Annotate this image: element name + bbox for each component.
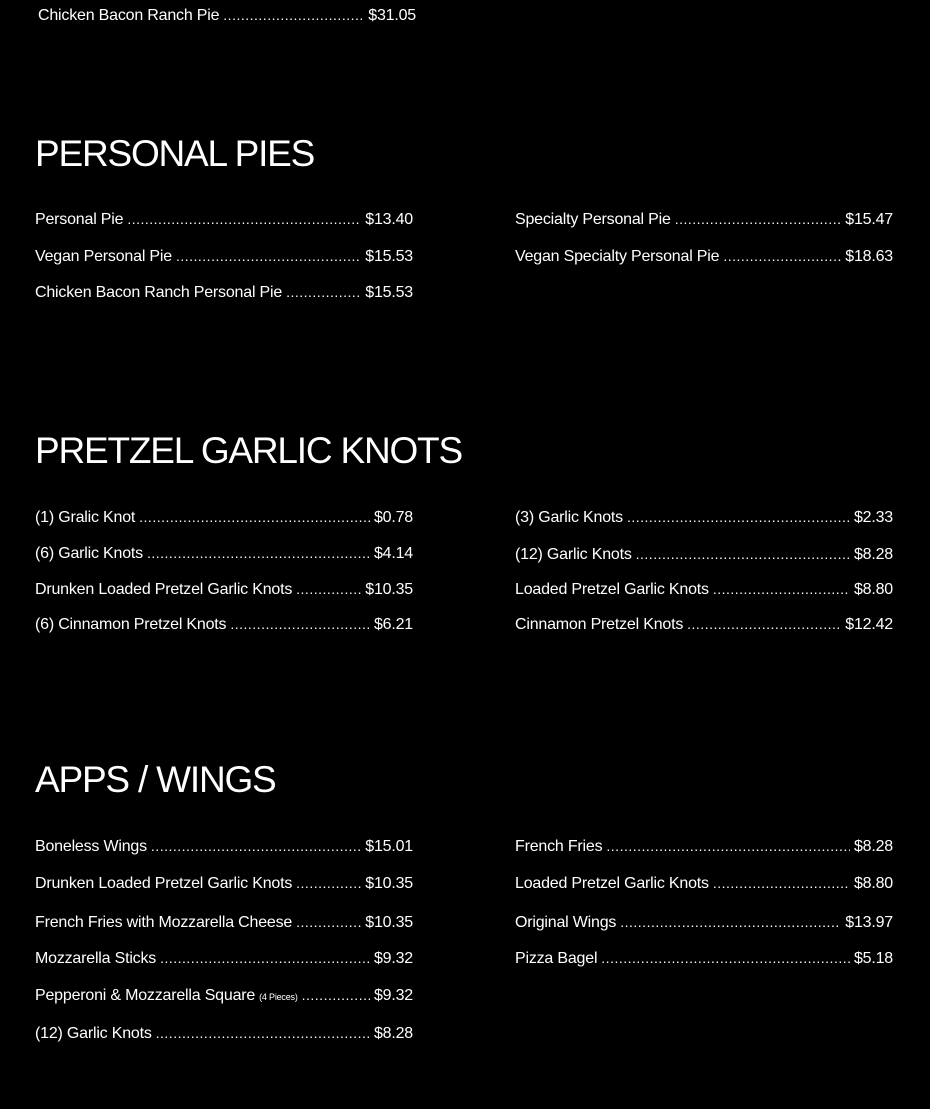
- menu-item: [35, 284, 413, 306]
- menu-item: [515, 248, 893, 270]
- item-price: $10.35: [365, 875, 413, 892]
- item-name: (12) Garlic Knots: [515, 546, 632, 563]
- item-name: Original Wings: [515, 914, 617, 931]
- item-price: $12.42: [845, 616, 893, 633]
- item-price: $2.33: [853, 509, 893, 526]
- menu-item: [515, 581, 893, 603]
- dot-leader: [636, 546, 850, 562]
- item-price: $13.40: [365, 211, 413, 228]
- menu-item-top: [38, 7, 416, 29]
- menu-item: [35, 914, 413, 936]
- menu-item: [35, 875, 413, 897]
- menu-item: [35, 545, 413, 567]
- item-note: (4 Pieces): [259, 992, 298, 1002]
- item-name: Cinnamon Pretzel Knots: [515, 616, 684, 633]
- section-title-pretzel-garlic-knots: PRETZEL GARLIC KNOTS: [35, 430, 462, 471]
- item-name: Personal Pie: [35, 211, 124, 228]
- item-name: (12) Garlic Knots: [35, 1025, 152, 1042]
- dot-leader: [296, 914, 361, 930]
- item-name: Pepperoni & Mozzarella Square: [35, 987, 256, 1004]
- menu-item: [35, 581, 413, 603]
- menu-item: [515, 211, 893, 233]
- item-price: $10.35: [365, 581, 413, 598]
- item-name: (3) Garlic Knots: [515, 509, 623, 526]
- item-name: Boneless Wings: [35, 838, 147, 855]
- dot-leader: [606, 838, 850, 854]
- menu-item: [515, 616, 893, 638]
- item-price: $15.53: [365, 284, 413, 301]
- item-name: Vegan Personal Pie: [35, 248, 172, 265]
- item-name: Loaded Pretzel Garlic Knots: [515, 581, 709, 598]
- dot-leader: [723, 248, 841, 264]
- menu-item: [515, 875, 893, 897]
- dot-leader: [127, 211, 361, 227]
- item-price: $8.28: [853, 838, 893, 855]
- item-name: Loaded Pretzel Garlic Knots: [515, 875, 709, 892]
- item-name: (6) Cinnamon Pretzel Knots: [35, 616, 227, 633]
- dot-leader: [223, 7, 364, 23]
- menu-item: [35, 248, 413, 270]
- item-price: $18.63: [845, 248, 893, 265]
- dot-leader: [139, 509, 370, 525]
- item-name: Specialty Personal Pie: [515, 211, 671, 228]
- dot-leader: [176, 248, 361, 264]
- item-name: (1) Gralic Knot: [35, 509, 136, 526]
- menu-item: [515, 509, 893, 531]
- menu-item: [35, 616, 413, 638]
- menu-item: [515, 838, 893, 860]
- dot-leader: [713, 581, 850, 597]
- item-price: $0.78: [373, 509, 413, 526]
- item-price: $15.01: [365, 838, 413, 855]
- item-name: French Fries: [515, 838, 603, 855]
- dot-leader: [286, 284, 361, 300]
- item-name: Drunken Loaded Pretzel Garlic Knots: [35, 875, 293, 892]
- item-price: $9.32: [373, 987, 413, 1004]
- item-price: $8.28: [373, 1025, 413, 1042]
- item-price: $5.18: [853, 950, 893, 967]
- dot-leader: [687, 616, 841, 632]
- item-price: $8.28: [853, 546, 893, 563]
- dot-leader: [230, 616, 370, 632]
- item-price: $8.80: [853, 875, 893, 892]
- item-name: Mozzarella Sticks: [35, 950, 157, 967]
- menu-item: [515, 950, 893, 972]
- item-name: Chicken Bacon Ranch Personal Pie: [35, 284, 283, 301]
- item-price: $6.21: [373, 616, 413, 633]
- section-title-personal-pies: PERSONAL PIES: [35, 133, 315, 174]
- dot-leader: [147, 545, 370, 561]
- dot-leader: [160, 950, 370, 966]
- item-name: Vegan Specialty Personal Pie: [515, 248, 720, 265]
- item-price: $9.32: [373, 950, 413, 967]
- menu-item: [35, 509, 413, 531]
- item-price: $4.14: [373, 545, 413, 562]
- dot-leader: [601, 950, 850, 966]
- menu-item: [35, 950, 413, 972]
- dot-leader: [302, 987, 370, 1003]
- item-price: $10.35: [365, 914, 413, 931]
- item-price: $15.47: [845, 211, 893, 228]
- dot-leader: [156, 1025, 370, 1041]
- dot-leader: [675, 211, 842, 227]
- item-name: Drunken Loaded Pretzel Garlic Knots: [35, 581, 293, 598]
- item-price: $31.05: [368, 7, 416, 24]
- menu-item: [35, 838, 413, 860]
- item-name: Pizza Bagel: [515, 950, 598, 967]
- dot-leader: [620, 914, 841, 930]
- menu-item: [35, 211, 413, 233]
- item-name: Chicken Bacon Ranch Pie: [38, 7, 220, 24]
- item-name: French Fries with Mozzarella Cheese: [35, 914, 293, 931]
- menu-item: [35, 987, 413, 1009]
- item-price: $13.97: [845, 914, 893, 931]
- dot-leader: [627, 509, 850, 525]
- dot-leader: [296, 875, 361, 891]
- dot-leader: [713, 875, 850, 891]
- dot-leader: [296, 581, 361, 597]
- item-price: $15.53: [365, 248, 413, 265]
- item-name: (6) Garlic Knots: [35, 545, 143, 562]
- section-title-apps-wings: APPS / WINGS: [35, 759, 276, 800]
- item-price: $8.80: [853, 581, 893, 598]
- menu-item: [35, 1025, 413, 1047]
- menu-item: [515, 914, 893, 936]
- dot-leader: [151, 838, 361, 854]
- menu-item: [515, 546, 893, 568]
